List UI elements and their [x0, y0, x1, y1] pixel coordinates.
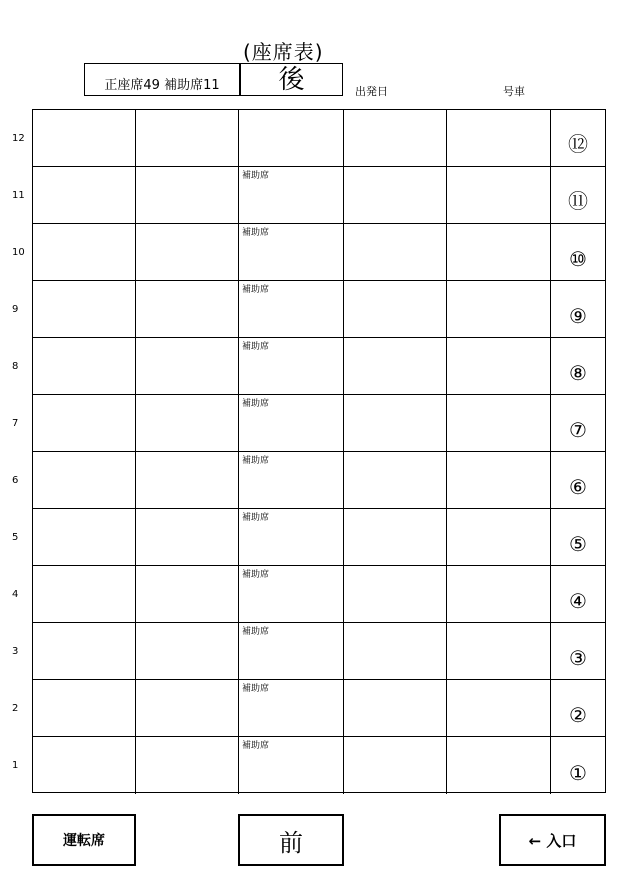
- row-number-cell: [551, 680, 605, 737]
- aux-seat-cell: [239, 737, 344, 794]
- aux-seat-label: 補助席: [242, 228, 270, 238]
- seat-cell: [447, 395, 551, 452]
- seat-cell: [344, 110, 447, 167]
- row-number-cell: [551, 167, 605, 224]
- seat-cell: [344, 680, 447, 737]
- seat-cell: [33, 680, 136, 737]
- aux-seat-cell: [239, 452, 344, 509]
- seat-cell: [33, 509, 136, 566]
- seat-cell: [136, 281, 239, 338]
- row-label: 5: [12, 532, 19, 543]
- departure-date-label: 出発日: [355, 85, 388, 98]
- row-label: 8: [12, 361, 19, 372]
- seat-cell: [136, 338, 239, 395]
- aux-seat-cell: [239, 680, 344, 737]
- seat-row: [33, 566, 605, 623]
- row-label: 1: [12, 760, 19, 771]
- seat-row: [33, 224, 605, 281]
- row-number: ②: [569, 703, 587, 727]
- aux-seat-label: 補助席: [242, 570, 270, 580]
- seat-cell: [344, 452, 447, 509]
- aux-seat-label: 補助席: [242, 171, 270, 181]
- seat-cell: [344, 224, 447, 281]
- seat-cell: [344, 509, 447, 566]
- seat-cell: [344, 623, 447, 680]
- row-number-cell: [551, 110, 605, 167]
- aux-seat-cell: [239, 110, 344, 167]
- row-number: ③: [569, 646, 587, 670]
- rear-label-box: 後: [240, 63, 343, 96]
- seat-cell: [33, 167, 136, 224]
- aux-seat-label: 補助席: [242, 741, 270, 751]
- seat-cell: [344, 338, 447, 395]
- seat-cell: [33, 110, 136, 167]
- seat-row: [33, 452, 605, 509]
- seat-cell: [33, 338, 136, 395]
- seat-row: [33, 680, 605, 737]
- row-number-cell: [551, 452, 605, 509]
- seat-cell: [33, 623, 136, 680]
- seat-cell: [136, 452, 239, 509]
- row-number: ⑨: [569, 304, 587, 328]
- aux-seat-cell: [239, 395, 344, 452]
- seat-cell: [447, 224, 551, 281]
- front-label-box: 前: [238, 814, 344, 866]
- row-number-cell: [551, 737, 605, 794]
- seat-cell: [33, 452, 136, 509]
- row-number-cell: [551, 395, 605, 452]
- row-label: 9: [12, 304, 19, 315]
- aux-seat-cell: [239, 167, 344, 224]
- row-label: 4: [12, 589, 19, 600]
- row-label: 11: [12, 190, 25, 201]
- aux-seat-cell: [239, 281, 344, 338]
- seat-row: [33, 737, 605, 794]
- seat-cell: [33, 281, 136, 338]
- aux-seat-label: 補助席: [242, 513, 270, 523]
- row-number: ⑩: [569, 247, 587, 271]
- seat-cell: [136, 395, 239, 452]
- aux-seat-label: 補助席: [242, 456, 270, 466]
- row-number: ⑧: [569, 361, 587, 385]
- seat-cell: [447, 452, 551, 509]
- aux-seat-cell: [239, 224, 344, 281]
- row-label: 3: [12, 646, 19, 657]
- seat-cell: [136, 224, 239, 281]
- seat-capacity-box: 正座席49 補助席11: [84, 63, 240, 96]
- row-number: ⑦: [569, 418, 587, 442]
- seat-row: [33, 167, 605, 224]
- car-number-label: 号車: [503, 85, 525, 98]
- seat-cell: [447, 338, 551, 395]
- seat-row: [33, 395, 605, 452]
- row-number-cell: [551, 566, 605, 623]
- aux-seat-label: 補助席: [242, 342, 270, 352]
- seat-cell: [344, 737, 447, 794]
- aux-seat-cell: [239, 566, 344, 623]
- seat-cell: [136, 110, 239, 167]
- seat-cell: [447, 281, 551, 338]
- seat-cell: [136, 680, 239, 737]
- seat-cell: [344, 167, 447, 224]
- seat-cell: [344, 395, 447, 452]
- row-number-cell: [551, 338, 605, 395]
- seat-cell: [136, 509, 239, 566]
- seat-cell: [447, 509, 551, 566]
- entrance-box: ← 入口: [499, 814, 606, 866]
- row-label: 12: [12, 133, 25, 144]
- row-number: ⑥: [569, 475, 587, 499]
- seat-row: [33, 281, 605, 338]
- seat-cell: [447, 110, 551, 167]
- aux-seat-cell: [239, 509, 344, 566]
- aux-seat-cell: [239, 338, 344, 395]
- row-number: ⑤: [569, 532, 587, 556]
- seat-cell: [136, 167, 239, 224]
- aux-seat-label: 補助席: [242, 399, 270, 409]
- row-number-cell: [551, 509, 605, 566]
- seat-cell: [33, 395, 136, 452]
- seat-cell: [447, 680, 551, 737]
- seat-cell: [136, 737, 239, 794]
- seat-grid: [32, 109, 606, 793]
- page-title: (座席表): [243, 40, 324, 64]
- aux-seat-label: 補助席: [242, 684, 270, 694]
- row-number: ⑫: [568, 132, 588, 156]
- row-label: 6: [12, 475, 19, 486]
- seat-cell: [447, 566, 551, 623]
- seat-row: [33, 338, 605, 395]
- seat-cell: [344, 566, 447, 623]
- row-number: ①: [569, 761, 587, 785]
- aux-seat-label: 補助席: [242, 285, 270, 295]
- seat-row: [33, 110, 605, 167]
- seat-cell: [344, 281, 447, 338]
- row-number: ④: [569, 589, 587, 613]
- seat-cell: [33, 737, 136, 794]
- row-number: ⑪: [568, 189, 588, 213]
- seat-row: [33, 623, 605, 680]
- aux-seat-cell: [239, 623, 344, 680]
- seat-cell: [136, 566, 239, 623]
- seat-cell: [33, 566, 136, 623]
- row-label: 2: [12, 703, 19, 714]
- row-number-cell: [551, 281, 605, 338]
- row-number-cell: [551, 224, 605, 281]
- seat-cell: [447, 167, 551, 224]
- aux-seat-label: 補助席: [242, 627, 270, 637]
- row-number-cell: [551, 623, 605, 680]
- seat-cell: [447, 737, 551, 794]
- row-label: 7: [12, 418, 19, 429]
- driver-seat-box: 運転席: [32, 814, 136, 866]
- seat-cell: [447, 623, 551, 680]
- seat-cell: [33, 224, 136, 281]
- seat-cell: [136, 623, 239, 680]
- seat-row: [33, 509, 605, 566]
- row-label: 10: [12, 247, 25, 258]
